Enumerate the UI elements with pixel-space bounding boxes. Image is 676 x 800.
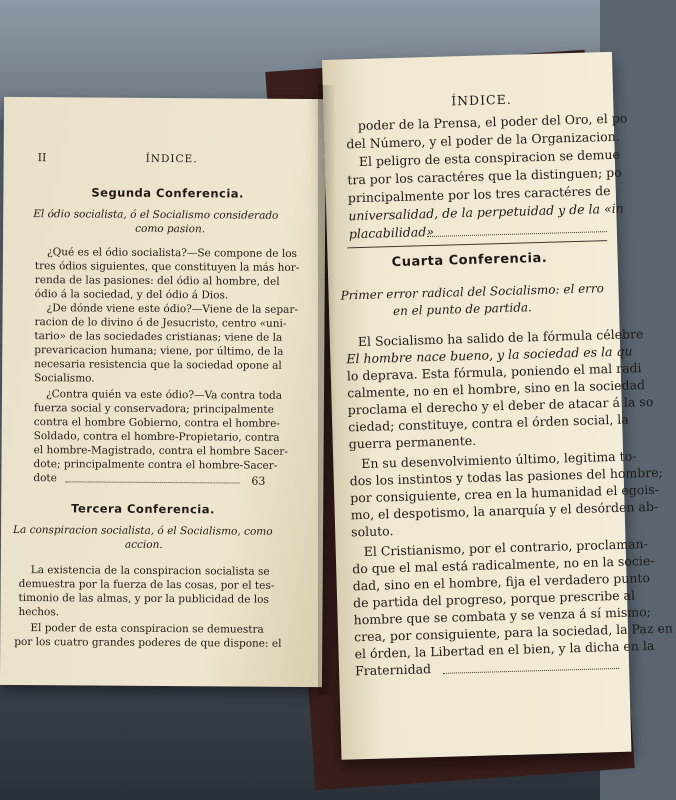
body-line: de partida del progreso, porque prescribe al [352,587,636,611]
body-line: mo, el despotismo, la anarquía y el desórden ab- [350,498,659,523]
body-line: ¿Qué es el ódio socialista?—Se compone de los [46,246,298,260]
body-line: poder de la Prensa, el poder del Oro, el po [357,110,628,134]
body-line: ódio á la sociedad, y del ódio á Dios. [34,288,229,302]
body-line: Soldado, contra el hombre-Propietario, contra [33,430,280,444]
section-subtitle-cont: en el punto de partida. [392,300,533,319]
body-line: do que el mal está radicalmente, no en la socie- [352,552,655,577]
body-line: por los cuatro grandes poderes de que dispone: el [14,635,282,650]
leader-dots [65,481,239,483]
body-line: La existencia de la conspiracion socialista se [30,564,270,578]
body-line: ¿Contra quién va este ódio?—Va contra toda [45,388,283,402]
right-page [322,52,674,760]
body-line: el órden, la Libertad en el bien, y la dicha en la [354,637,655,662]
toc-page-number: 63 [251,474,266,488]
body-line: El peligro de esta conspiracion se demue [358,146,621,170]
section-subtitle-cont: accion. [124,538,163,552]
body-line: hombre que se combata y se venza á sí mismo; [353,604,652,628]
body-line-last: dote [33,472,57,485]
body-line: proclama el derecho y el deber de atacar á la so [347,393,654,418]
section-subtitle-cont: como pasion. [135,222,206,236]
body-line: El hombre nace bueno, y la sociedad es la qu [346,343,633,367]
body-line: hechos. [18,605,60,619]
body-line: En su desenvolvimiento último, legitima to- [361,448,637,472]
body-line: tres ódios siguientes, que constituyen la más hor- [34,260,300,274]
body-line: renda de las pasiones: del ódio al hombre, del [34,274,280,288]
body-line: lo deprava. Esta fórmula, poniendo el mal radi [346,360,642,384]
page-number: II [37,151,47,165]
body-line: dad, sino en el hombre, fija el verdadero punto [352,570,651,594]
left-page [0,97,326,687]
body-line: timonio de las almas, y por la publicidad de los [18,591,269,606]
body-line: contra el hombre Gobierno, contra el hombre- [33,416,280,430]
body-line: guerra permanente. [348,432,477,452]
section-title-cuarta: Cuarta Conferencia. [391,250,548,271]
body-line: crea, por consiguiente, para la sociedad, la Paz en [353,620,674,645]
body-line: ¿De dónde viene este ódio?—Viene de la separ- [46,302,299,316]
body-line: Socialismo. [34,372,95,385]
body-line: del Número, y el poder de la Organizacion. [346,128,620,152]
running-head: ÍNDICE. [145,152,198,166]
body-line: dote; principalmente contra el hombre-Sacer- [33,458,278,472]
body-line: racion de lo divino ó de Jesucristo, centro «uni- [34,316,287,330]
leader-dots [427,231,607,237]
body-line: El poder de esta conspiracion se demuestra [30,622,264,636]
section-subtitle: La conspiracion socialista, ó el Socialismo, como [12,523,273,538]
running-head: ÍNDICE. [450,91,512,109]
divider [347,240,607,248]
body-line: demuestra por la fuerza de las cosas, por el tes- [18,577,275,592]
body-line: tra por los caractéres que la distinguen; po [347,164,622,188]
body-line: fuerza social y conservadora; principalmente [33,402,274,416]
body-line: tario» de las sociedades cristianas; viene de la [34,330,283,344]
body-line: El Cristianismo, por el contrario, proclaman- [363,536,649,560]
section-subtitle: El ódio socialista, ó el Socialismo considerado [33,208,279,222]
body-line: el hombre-Magistrado, contra el hombre Sacer- [33,444,288,458]
body-line: necesaria resistencia que la sociedad opone al [34,358,282,372]
body-line: universalidad, de la perpetuidad y de la «in [348,200,624,224]
body-line: El Socialismo ha salido de la fórmula célebre [357,326,644,350]
body-line: ciedad; constituye, contra el órden social, la [348,411,629,435]
body-line: dos los instintos y todas las pasiones del hombre; [349,464,664,489]
body-line: soluto. [350,523,394,540]
section-title-tercera: Tercera Conferencia. [71,501,215,517]
section-subtitle: Primer error radical del Socialismo: el erro [340,281,605,303]
section-title-segunda: Segunda Conferencia. [91,185,244,201]
book-gutter [318,85,336,695]
body-line: placabilidad» [348,223,435,242]
body-line: por consiguiente, crea en la humanidad el egois- [350,481,660,506]
body-line: prevaricacion humana; viene, por último, de la [34,344,284,358]
leader-dots [443,668,619,674]
body-line: principalmente por los tres caractéres de [347,182,611,206]
body-line: Fraternidad [354,661,432,679]
body-line: calmente, no en el hombre, sino en la sociedad [347,377,646,401]
